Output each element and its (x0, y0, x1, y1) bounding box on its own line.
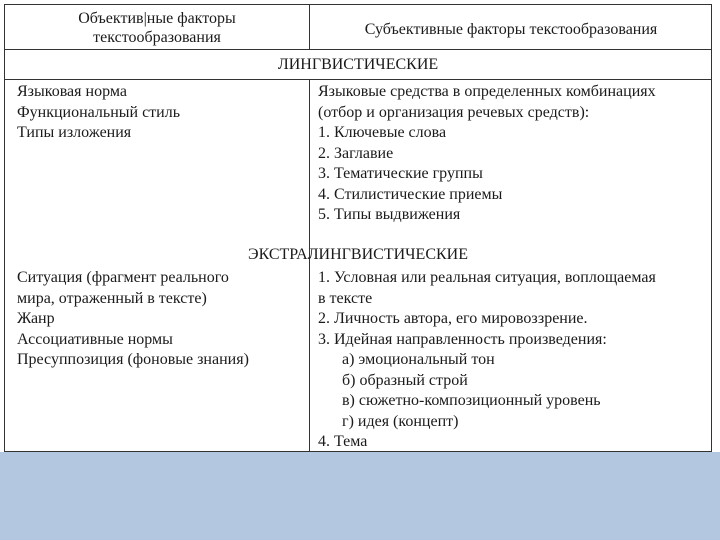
list-item: 5. Типы выдвижения (318, 206, 461, 223)
list-item: в) сюжетно-композиционный уровень (342, 392, 601, 409)
factors-table (4, 4, 712, 452)
list-item: Жанр (17, 310, 55, 327)
list-item: 4. Стилистические приемы (318, 185, 503, 203)
header-objective-line2: текстообразования (93, 29, 221, 46)
table-top-border (5, 4, 711, 5)
section-title-linguistic: ЛИНГВИСТИЧЕСКИЕ (277, 56, 439, 73)
header-objective (5, 9, 309, 47)
list-item: 1. Ключевые слова (318, 124, 447, 141)
section-title-extralinguistic: ЭКСТРАЛИНГВИСТИЧЕСКИЕ (248, 246, 468, 263)
slide-bottom-band (0, 452, 720, 540)
header-divider (309, 4, 310, 49)
list-item: Ассоциативные нормы (17, 330, 173, 348)
list-item: 3. Идейная направленность произведения: (318, 330, 607, 348)
list-item: Типы изложения (17, 124, 132, 141)
list-item: (отбор и организация речевых средств): (318, 103, 590, 121)
header-subjective: Субъективные факторы текстообразования (364, 21, 658, 38)
list-item: б) образный строй (342, 371, 468, 389)
list-item: Языковые средства в определенных комбинациях (318, 83, 656, 100)
extralinguistic-subjective-list (318, 268, 713, 453)
extralinguistic-objective-list (17, 268, 302, 371)
list-item: мира, отраженный в тексте) (17, 289, 207, 307)
list-item: 4. Тема (318, 433, 368, 450)
body-divider (309, 79, 310, 451)
list-item: 1. Условная или реальная ситуация, воплощаемая (318, 269, 656, 286)
list-item: а) эмоциональный тон (342, 351, 495, 368)
list-item: 2. Заглавие (318, 144, 394, 162)
list-item: в тексте (318, 289, 373, 307)
section-linguistic-border (5, 79, 711, 80)
list-item: Языковая норма (17, 83, 127, 100)
linguistic-objective-list (17, 82, 302, 144)
list-item: 2. Личность автора, его мировоззрение. (318, 310, 588, 327)
list-item: г) идея (концепт) (342, 412, 459, 430)
linguistic-subjective-list (318, 82, 713, 226)
header-bottom-border (5, 49, 711, 50)
list-item: Пресуппозиция (фоновые знания) (17, 351, 249, 368)
list-item: Функциональный стиль (17, 103, 180, 121)
list-item: 3. Тематические группы (318, 165, 483, 182)
header-objective-line1: Объектив|ные факторы (78, 10, 236, 27)
list-item: Ситуация (фрагмент реального (17, 269, 229, 286)
